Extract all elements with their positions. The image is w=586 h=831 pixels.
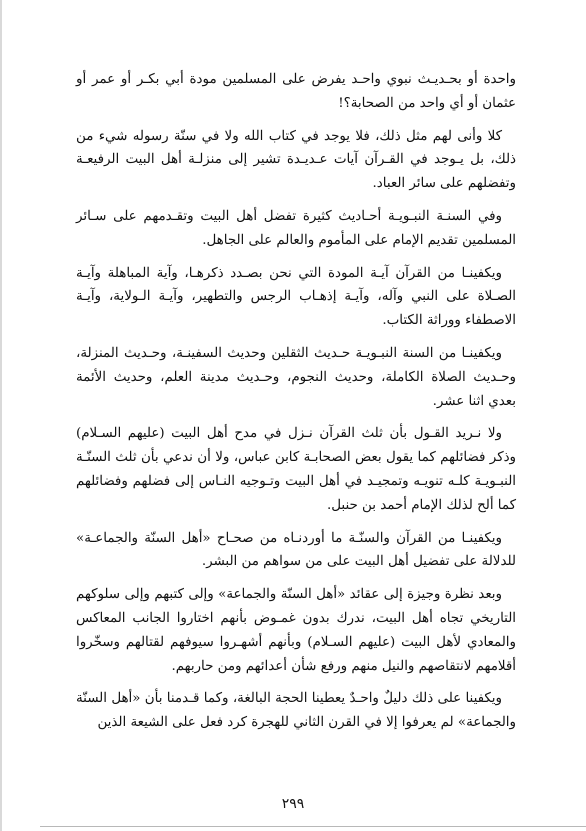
paragraph-2: كلا وأنى لهم مثل ذلك، فلا يوجد في كتاب الله ولا في سنّة رسوله شيء من ذلك، بل يـوجد في القـرآن آيات عـديـدة تشير إلى منزلـة أهل البيت الرفيعـة وتفضلهم على سائر العباد. — [76, 128, 516, 192]
page-number: ٢٩٩ — [281, 796, 305, 812]
paragraph-9: ويكفينا على ذلك دليلٌ واحـدٌ يعطينا الحجة البالغة، وكما قـدمنا بأن «أهل السنّة والجماعة» لم يعرفوا إلا في القرن الثاني للهجرة كرد فعل على الشيعة الذين — [76, 691, 516, 731]
paragraph-3: وفي السنـة النبـويـة أحـاديث كثيرة تفضل أهل البيت وتقـدمهم على سـائر المسلمين تقديم الإمام على المأموم والعالم على الجاهل. — [76, 208, 516, 248]
paragraph-4: ويكفينـا من القرآن آيـة المودة التي نحن بصـدد ذكرهـا، وآية المباهلة وآيـة الصـلاة على النبي وآله، وآيـة إذهـاب الرجس والتطهير، وآيـة الـولاية، وآيـة الاصطفاء ووراثة الكتاب. — [76, 265, 516, 329]
paragraph-7: ويكفينـا من القرآن والسنّـة ما أوردنـاه من صحـاح «أهل السنّة والجماعـة» للدلالة على تفضيل أهل البيت على من سواهم من البشر. — [76, 530, 516, 570]
paragraph-8: وبعد نظرة وجيزة إلى عقائد «أهل السنّة والجماعة» وإلى كتبهم وإلى سلوكهم التاريخي تجاه أهل البيت، ندرك بدون غمـوض بأنهم اختاروا الجانب المعاكس والمعادي لأهل البيت (عليهم السـلام) وبأنهم أشهـروا سيوفهم لقتالهم وسخّروا أقلامهم لانتقاصهم والنيل منهم ورفع شأن أعدائهم ومن حاربهم. — [76, 587, 516, 674]
paragraph-1: واحدة أو بحـديـث نبوي واحـد يفرض على المسلمين مودة أبي بكـر أو عمر أو عثمان أو أي واحد من الصحابة؟! — [76, 72, 516, 111]
page-edge-shade — [0, 0, 2, 831]
paragraph-5: ويكفينـا من السنة النبـويـة حـديث الثقلين وحديث السفينـة، وحـديث المنزلة، وحـديث الصلاة الكاملة، وحديث النجوم، وحـديث مدينة العلم، وحديث الأئمة بعدي اثنا عشر. — [76, 345, 516, 409]
body-text — [76, 68, 516, 744]
paragraph-6: ولا نـريد القـول بأن ثلث القرآن نـزل في مدح أهل البيت (عليهم السـلام) وذكر فضائلهم كما يقول بعض الصحابـة كابن عباس، ولا أن ندعي بأن ثلث السنّـة النبـويـة كلـه تنويـه وتمجيـد في أهل البيت وتـوجيه النـاس إلى فضلهم وفضائلهم كما ألح لذلك الإمام أحمد بن حنبل. — [76, 426, 516, 513]
bottom-divider — [40, 826, 586, 827]
